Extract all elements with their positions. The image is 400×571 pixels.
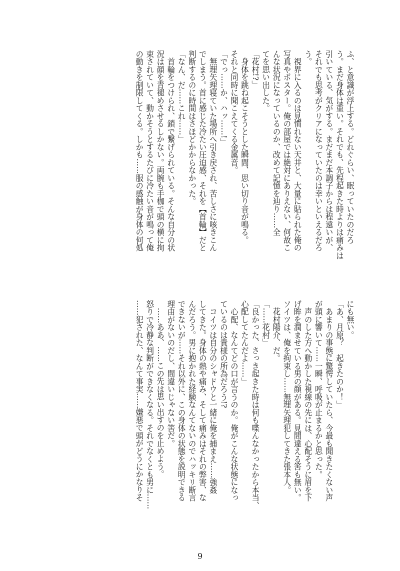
text-line: 「……花村」 — [261, 300, 271, 347]
text-line: う。まだ身体は重い。それでも、先程起きた時よりは痛みは — [335, 50, 345, 260]
text-line: それでも思考がクリアになっていたのは幸いといえるだろ — [314, 50, 324, 252]
text-line: 花村陽介、だ。 — [272, 300, 282, 362]
text-line: ふ、と意識が浮上する。どれぐらい、眠っていたのだろ — [346, 50, 355, 244]
text-line: 写真やポスター。俺の部屋では絶対にありえない、何故こ — [282, 50, 292, 252]
page-number: 9 — [197, 552, 203, 561]
text-line: んな状況になっているのか、改めて記憶を辿り……全 — [272, 50, 282, 236]
text-line: 「でっ……か、ハッ……!」 — [219, 50, 229, 147]
text-line: 視界に入るのは見慣れない天井と、大量に貼られた俺の — [293, 50, 303, 252]
text-line: んだろう。男に抱かれた経験なんてないのでハッキリ断言 — [187, 300, 197, 502]
text-line: 怒りで冷静な判断ができなくなる。それでなくとも男に…… — [145, 300, 155, 510]
text-line: が頭に響いて……一瞬、呼吸が止まるかと思った。 — [314, 300, 324, 479]
text-line: 「なん、だ……これ……」 — [177, 50, 187, 143]
text-line: 心配、なんてどの口が言うのか。俺がこんな状態になっ — [229, 300, 239, 502]
text-line: 理由がないのだし、間違いじゃない筈だ。 — [166, 300, 176, 448]
text-line: げ眸を潤ませている男の顔がある。見間違える筈も無い。 — [293, 300, 303, 502]
text-line: 身体を跳ね起こそうとした瞬間、思い切り音が鳴る。 — [240, 50, 250, 244]
text-line: できないが……それ以外に、この身体の状態を説明できる — [177, 300, 187, 502]
text-line: 況は顔を青褪めさせるしかない。両腕も手枷で頭の横に拘 — [156, 50, 166, 252]
upper-text-block — [21, 50, 355, 298]
text-line: にも無い。 — [346, 300, 355, 339]
text-line: 束されていて、動かそうとするたびに冷たい音が鳴って俺 — [145, 50, 155, 252]
lower-text-block — [21, 300, 355, 548]
text-line: 「花村!?」 — [251, 50, 261, 89]
text-line: の動きを制限してくる。しかも……服の感触が身体の何処 — [135, 50, 145, 252]
text-line: う。 — [303, 50, 313, 66]
text-line: ……犯された、なんて事実……嫌悪で頭がどうにかなりそ — [135, 300, 145, 502]
text-line: 無理矢理寝ていた場所へ引き戻され、苦しさに咳きこん — [208, 50, 218, 252]
text-line: 引いている、気がする。まだまだ本調子からは程遠いが、 — [324, 50, 334, 252]
text-line: それと同時に聞こえてくる金属音。 — [229, 50, 239, 174]
text-line: あまりの事態に驚愕していたら、今最も聞きたくない声 — [324, 300, 334, 502]
text-line: 判断するのに時間はさほどかからなかった。 — [187, 50, 197, 205]
text-line: 心配してたんだよ……」 — [240, 300, 250, 386]
text-line: てを思い出した。 — [261, 50, 271, 112]
text-line: コイツは自分のシャドウと一緒に俺を捕まえ……強姦 — [208, 300, 218, 494]
text-line: してきた。身体の熱や痛み、そして痛みはそれの弊害、な — [198, 300, 208, 502]
text-line: ソイツは、俺を拘束し……無理矢理犯してきた張本人。 — [282, 300, 292, 494]
text-line: 声のした方へ動かした視線の先には、心配そうに眉を下 — [303, 300, 313, 502]
text-line: 首輪をつけられ、鎖で繋げられている。そんな自分の状 — [166, 50, 176, 252]
text-line: ているのは貴様の所為だろう!? — [219, 300, 229, 409]
text-line: 「あ、月原？ 起きたのか！」 — [335, 300, 345, 409]
text-line: ……ああ、……この先は思い出すのを止めよう。 — [156, 300, 166, 479]
text-line: でしまう。首に感じた冷たい圧迫感、それを【首輪】だと — [198, 50, 208, 252]
text-line: 「良かった、さっき起きた時は何も喋んなかったから本当、 — [251, 300, 261, 510]
